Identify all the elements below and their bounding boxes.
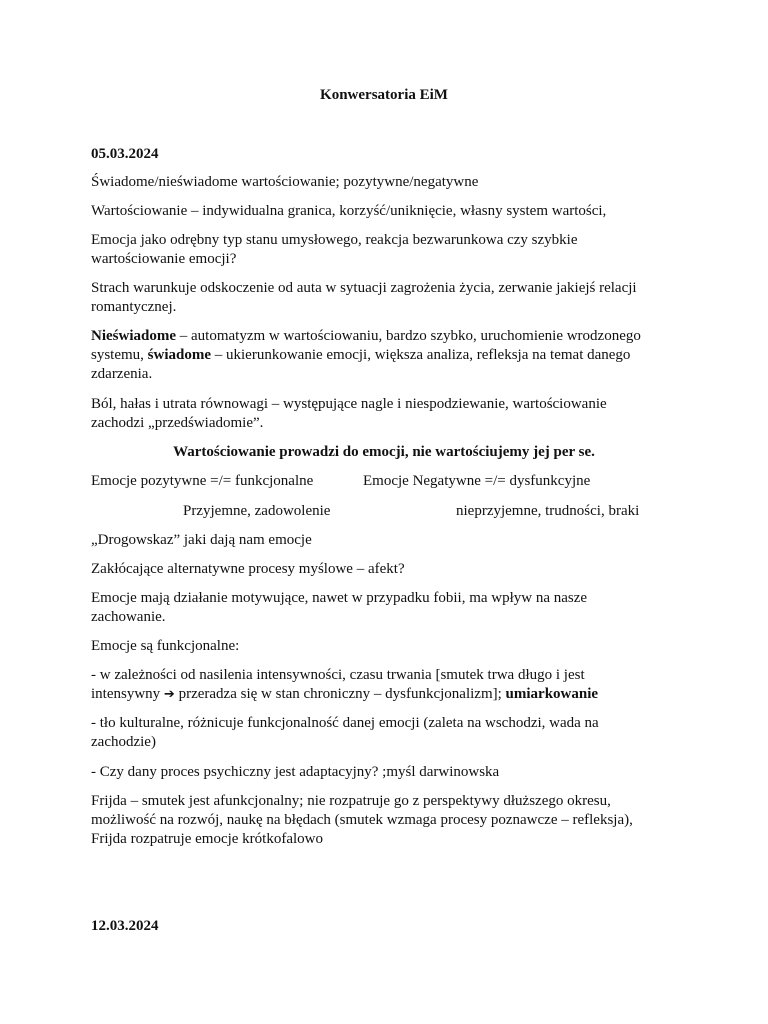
paragraph: Emocje są funkcjonalne:: [91, 638, 240, 654]
column-right-detail: nieprzyjemne, trudności, braki: [456, 503, 640, 519]
arrow-right-icon: ➔: [163, 687, 175, 702]
date-heading: 05.03.2024: [91, 146, 159, 162]
paragraph: Emocja jako odrębny typ stanu umysłowego, reakcja bezwarunkowa czy szybkie wartościowanie emocji?: [91, 232, 578, 267]
paragraph: - w zależności od nasilenia intensywności, czasu trwania [smutek trwa długo i jest intensywny ➔ przeradza się w stan chroniczny – dysfunkcjonalizm]; umiarkowanie: [91, 667, 599, 702]
paragraph: Zakłócające alternatywne procesy myślowe – afekt?: [91, 561, 405, 577]
paragraph: - tło kulturalne, różnicuje funkcjonalność danej emocji (zaleta na wschodzi, wada na zachodzie): [91, 715, 599, 750]
column-left-heading: Emocje pozytywne =/= funkcjonalne: [91, 473, 314, 489]
date-heading: 12.03.2024: [91, 918, 159, 934]
bold-term: świadome: [147, 347, 212, 363]
paragraph: Wartościowanie – indywidualna granica, korzyść/uniknięcie, własny system wartości,: [91, 203, 607, 219]
paragraph: „Drogowskaz” jaki dają nam emocje: [91, 532, 312, 548]
paragraph: - Czy dany proces psychiczny jest adaptacyjny? ;myśl darwinowska: [91, 764, 500, 780]
paragraph: Świadome/nieświadome wartościowanie; pozytywne/negatywne: [91, 174, 479, 190]
paragraph: Emocje mają działanie motywujące, nawet w przypadku fobii, ma wpływ na nasze zachowanie.: [91, 590, 588, 625]
paragraph: Ból, hałas i utrata równowagi – występujące nagle i niespodziewanie, wartościowanie zachodzi „przedświadomie”.: [91, 396, 607, 431]
bold-term: Nieświadome: [91, 328, 176, 344]
paragraph: Nieświadome – automatyzm w wartościowaniu, bardzo szybko, uruchomienie wrodzonego systemu, świadome – ukierunkowanie emocji, większa analiza, refleksja na temat danego zdarzenia.: [91, 328, 641, 382]
bold-statement: Wartościowanie prowadzi do emocji, nie wartościujemy jej per se.: [173, 444, 595, 460]
column-right-heading: Emocje Negatywne =/= dysfunkcyjne: [363, 473, 591, 489]
column-left-detail: Przyjemne, zadowolenie: [183, 503, 331, 519]
bold-term: umiarkowanie: [505, 686, 599, 702]
document-title: Konwersatoria EiM: [320, 87, 448, 103]
paragraph: Strach warunkuje odskoczenie od auta w sytuacji zagrożenia życia, zerwanie jakiejś relacji romantycznej.: [91, 280, 637, 315]
paragraph: Frijda – smutek jest afunkcjonalny; nie rozpatruje go z perspektywy dłuższego okresu, możliwość na rozwój, naukę na błędach (smutek wzmaga procesy poznawcze – refleksja), Frijda rozpatruje emocje krótkofalowo: [91, 793, 633, 847]
